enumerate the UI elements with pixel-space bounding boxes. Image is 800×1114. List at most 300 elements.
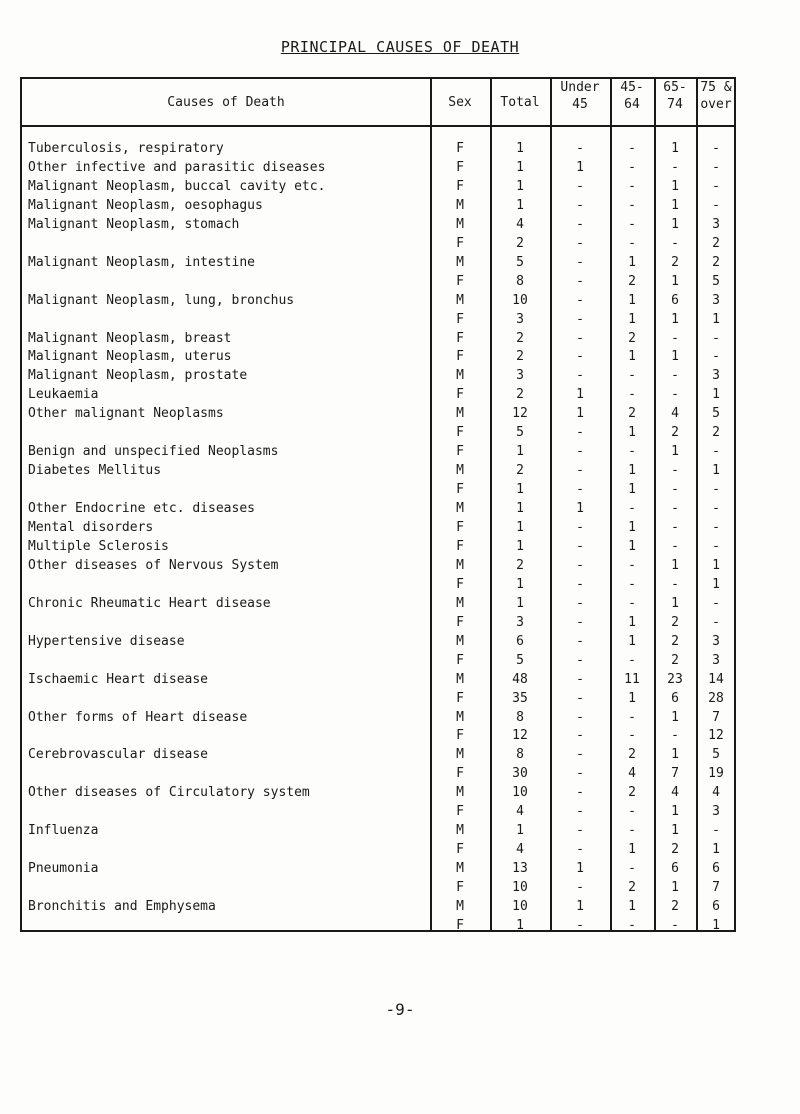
under45-cell: - [576, 425, 584, 441]
age-65-74-cell: 6 [671, 292, 679, 308]
age-65-74-cell: - [671, 463, 679, 479]
under45-cell: - [576, 520, 584, 535]
age-45-64-cell: - [628, 387, 636, 403]
age-45-64-cell: 1 [628, 292, 636, 308]
total-cell: 1 [516, 538, 524, 554]
under45-cell: - [576, 368, 584, 384]
age-75-over-cell: - [712, 614, 720, 630]
age-45-64-cell: 1 [628, 842, 636, 858]
cause-label: Malignant Neoplasm, prostate [28, 368, 248, 384]
sex-cell: M [456, 633, 464, 649]
table-row [22, 708, 734, 727]
age-45-64-cell: - [628, 178, 636, 194]
table-row [22, 859, 734, 878]
age-45-64-cell: - [628, 652, 636, 668]
cause-label: Malignant Neoplasm, breast [28, 330, 232, 346]
age-65-74-cell: 1 [671, 216, 679, 232]
age-65-74-cell: 1 [671, 747, 679, 763]
age-75-over-cell: - [712, 330, 720, 346]
total-cell: 2 [516, 463, 524, 479]
header-causes: Causes of Death [167, 95, 285, 110]
header-under45-line2: 45 [572, 97, 588, 112]
age-75-over-cell: 1 [712, 576, 720, 592]
age-75-over-cell: - [712, 595, 720, 611]
age-65-74-cell: 2 [671, 899, 679, 914]
age-65-74-cell: 1 [671, 273, 679, 289]
table-row [22, 518, 734, 537]
page-number: -9- [385, 1000, 415, 1019]
sex-cell: M [456, 595, 464, 611]
age-65-74-cell: 2 [671, 652, 679, 668]
sex-cell: F [456, 330, 464, 346]
age-45-64-cell: 1 [628, 633, 636, 649]
total-cell: 4 [516, 804, 524, 820]
table-row [22, 139, 734, 158]
age-65-74-cell: 2 [671, 614, 679, 630]
total-cell: 1 [516, 520, 524, 535]
total-cell: 5 [516, 254, 524, 270]
age-75-over-cell: - [712, 141, 720, 156]
total-cell: 2 [516, 349, 524, 365]
cause-label: Benign and unspecified Neoplasms [28, 444, 279, 460]
under45-cell: - [576, 576, 584, 592]
table-row [22, 575, 734, 594]
header-75-over [696, 79, 736, 113]
total-cell: 3 [516, 614, 524, 630]
age-45-64-cell: - [628, 804, 636, 820]
table-row [22, 310, 734, 329]
age-75-over-cell: 3 [712, 292, 720, 308]
sex-cell: F [456, 178, 464, 194]
header-65-74-line1: 65- [663, 80, 687, 95]
sex-cell: F [456, 880, 464, 895]
sex-cell: M [456, 823, 464, 839]
total-cell: 1 [516, 141, 524, 156]
sex-cell: F [456, 538, 464, 554]
age-45-64-cell: 2 [628, 273, 636, 289]
table-row [22, 916, 734, 935]
sex-cell: M [456, 501, 464, 517]
age-45-64-cell: - [628, 197, 636, 213]
total-cell: 1 [516, 823, 524, 839]
under45-cell: 1 [576, 899, 584, 914]
table-row [22, 802, 734, 821]
age-65-74-cell: 7 [671, 766, 679, 782]
age-75-over-cell: - [712, 178, 720, 194]
sex-cell: F [456, 235, 464, 251]
age-65-74-cell: 1 [671, 178, 679, 194]
sex-cell: M [456, 406, 464, 422]
sex-cell: M [456, 463, 464, 479]
total-cell: 2 [516, 330, 524, 346]
age-75-over-cell: 12 [708, 728, 724, 744]
table-row [22, 404, 734, 423]
sex-cell: F [456, 141, 464, 156]
age-65-74-cell: - [671, 330, 679, 346]
age-65-74-cell: 4 [671, 785, 679, 801]
sex-cell: F [456, 482, 464, 498]
age-75-over-cell: 3 [712, 633, 720, 649]
table-row [22, 158, 734, 177]
age-75-over-cell: 2 [712, 254, 720, 270]
header-sex: Sex [448, 95, 472, 110]
age-65-74-cell: 23 [667, 671, 683, 687]
under45-cell: 1 [576, 160, 584, 175]
table-row [22, 651, 734, 670]
cause-label: Other diseases of Circulatory system [28, 785, 310, 801]
age-65-74-cell: 2 [671, 254, 679, 270]
under45-cell: - [576, 273, 584, 289]
total-cell: 8 [516, 273, 524, 289]
total-cell: 1 [516, 197, 524, 213]
age-45-64-cell: - [628, 728, 636, 744]
sex-cell: M [456, 368, 464, 384]
table-row [22, 897, 734, 916]
under45-cell: 1 [576, 861, 584, 877]
cause-label: Tuberculosis, respiratory [28, 141, 224, 156]
age-45-64-cell: 1 [628, 463, 636, 479]
sex-cell: F [456, 520, 464, 535]
total-cell: 10 [512, 880, 528, 895]
sex-cell: F [456, 273, 464, 289]
table-row [22, 783, 734, 802]
cause-label: Chronic Rheumatic Heart disease [28, 595, 271, 611]
age-45-64-cell: 2 [628, 747, 636, 763]
header-45-64 [610, 79, 654, 113]
cause-label: Cerebrovascular disease [28, 747, 209, 763]
sex-cell: F [456, 614, 464, 630]
header-rule [22, 125, 734, 127]
cause-label: Multiple Sclerosis [28, 538, 169, 554]
sex-cell: F [456, 917, 464, 933]
total-cell: 6 [516, 633, 524, 649]
age-45-64-cell: 1 [628, 254, 636, 270]
age-75-over-cell: 4 [712, 785, 720, 801]
age-65-74-cell: - [671, 917, 679, 933]
sex-cell: F [456, 804, 464, 820]
under45-cell: 1 [576, 501, 584, 517]
sex-cell: M [456, 216, 464, 232]
age-65-74-cell: 1 [671, 823, 679, 839]
under45-cell: - [576, 444, 584, 460]
sex-cell: F [456, 766, 464, 782]
table-row [22, 291, 734, 310]
total-cell: 10 [512, 899, 528, 914]
age-75-over-cell: 3 [712, 216, 720, 232]
under45-cell: - [576, 804, 584, 820]
age-65-74-cell: 1 [671, 880, 679, 895]
age-65-74-cell: 1 [671, 557, 679, 573]
sex-cell: M [456, 671, 464, 687]
header-75-over-line1: 75 & [700, 80, 732, 95]
age-65-74-cell: 4 [671, 406, 679, 422]
age-65-74-cell: - [671, 235, 679, 251]
age-45-64-cell: - [628, 368, 636, 384]
under45-cell: - [576, 728, 584, 744]
total-cell: 35 [512, 690, 528, 706]
age-65-74-cell: - [671, 520, 679, 535]
cause-label: Other malignant Neoplasms [28, 406, 224, 422]
table-row [22, 234, 734, 253]
cause-label: Influenza [28, 823, 99, 839]
table-row [22, 461, 734, 480]
sex-cell: M [456, 254, 464, 270]
cause-label: Malignant Neoplasm, buccal cavity etc. [28, 178, 326, 194]
table-row [22, 366, 734, 385]
age-45-64-cell: 1 [628, 349, 636, 365]
age-65-74-cell: 1 [671, 595, 679, 611]
table-row [22, 215, 734, 234]
total-cell: 4 [516, 216, 524, 232]
age-65-74-cell: 1 [671, 311, 679, 327]
total-cell: 1 [516, 178, 524, 194]
age-45-64-cell: 1 [628, 538, 636, 554]
table-row [22, 689, 734, 708]
table-row [22, 196, 734, 215]
under45-cell: - [576, 178, 584, 194]
cause-label: Malignant Neoplasm, intestine [28, 254, 255, 270]
header-45-64-line1: 45- [620, 80, 644, 95]
page-title: PRINCIPAL CAUSES OF DEATH [280, 38, 520, 56]
age-75-over-cell: 1 [712, 557, 720, 573]
age-75-over-cell: 2 [712, 235, 720, 251]
total-cell: 2 [516, 235, 524, 251]
age-75-over-cell: 3 [712, 804, 720, 820]
under45-cell: - [576, 557, 584, 573]
under45-cell: - [576, 216, 584, 232]
cause-label: Malignant Neoplasm, uterus [28, 349, 232, 365]
table-row [22, 347, 734, 366]
age-45-64-cell: 1 [628, 614, 636, 630]
age-45-64-cell: 2 [628, 785, 636, 801]
under45-cell: - [576, 197, 584, 213]
total-cell: 3 [516, 311, 524, 327]
age-65-74-cell: 1 [671, 141, 679, 156]
age-45-64-cell: 1 [628, 899, 636, 914]
table-row [22, 632, 734, 651]
age-65-74-cell: 2 [671, 425, 679, 441]
age-75-over-cell: 5 [712, 273, 720, 289]
age-45-64-cell: - [628, 595, 636, 611]
age-65-74-cell: - [671, 576, 679, 592]
under45-cell: - [576, 349, 584, 365]
under45-cell: - [576, 330, 584, 346]
header-75-over-line2: over [700, 97, 732, 112]
age-45-64-cell: - [628, 444, 636, 460]
age-75-over-cell: 5 [712, 406, 720, 422]
age-65-74-cell: - [671, 728, 679, 744]
age-75-over-cell: 19 [708, 766, 724, 782]
under45-cell: - [576, 482, 584, 498]
total-cell: 13 [512, 861, 528, 877]
total-cell: 1 [516, 576, 524, 592]
age-75-over-cell: 2 [712, 425, 720, 441]
age-45-64-cell: 11 [624, 671, 640, 687]
age-65-74-cell: 2 [671, 633, 679, 649]
age-75-over-cell: 1 [712, 463, 720, 479]
total-cell: 8 [516, 747, 524, 763]
total-cell: 10 [512, 292, 528, 308]
cause-label: Leukaemia [28, 387, 99, 403]
age-75-over-cell: - [712, 823, 720, 839]
header-65-74 [654, 79, 696, 113]
total-cell: 1 [516, 482, 524, 498]
age-45-64-cell: - [628, 823, 636, 839]
under45-cell: - [576, 785, 584, 801]
under45-cell: - [576, 595, 584, 611]
age-75-over-cell: 1 [712, 917, 720, 933]
age-65-74-cell: 2 [671, 842, 679, 858]
age-65-74-cell: - [671, 160, 679, 175]
age-65-74-cell: - [671, 387, 679, 403]
total-cell: 1 [516, 501, 524, 517]
age-75-over-cell: 1 [712, 387, 720, 403]
table-row [22, 745, 734, 764]
age-75-over-cell: 1 [712, 311, 720, 327]
under45-cell: - [576, 917, 584, 933]
header-under45 [550, 79, 610, 113]
age-65-74-cell: 1 [671, 197, 679, 213]
total-cell: 12 [512, 728, 528, 744]
total-cell: 10 [512, 785, 528, 801]
under45-cell: - [576, 235, 584, 251]
age-45-64-cell: 1 [628, 425, 636, 441]
age-45-64-cell: - [628, 557, 636, 573]
sex-cell: M [456, 292, 464, 308]
under45-cell: - [576, 766, 584, 782]
age-75-over-cell: - [712, 160, 720, 175]
cause-label: Bronchitis and Emphysema [28, 899, 216, 914]
age-75-over-cell: - [712, 482, 720, 498]
header-65-74-line2: 74 [667, 97, 683, 112]
age-45-64-cell: - [628, 576, 636, 592]
sex-cell: M [456, 197, 464, 213]
age-75-over-cell: - [712, 349, 720, 365]
age-45-64-cell: 2 [628, 330, 636, 346]
cause-label: Other diseases of Nervous System [28, 557, 279, 573]
sex-cell: F [456, 160, 464, 175]
age-75-over-cell: 7 [712, 709, 720, 725]
under45-cell: - [576, 311, 584, 327]
age-75-over-cell: 5 [712, 747, 720, 763]
age-75-over-cell: - [712, 520, 720, 535]
age-45-64-cell: - [628, 861, 636, 877]
total-cell: 48 [512, 671, 528, 687]
age-45-64-cell: - [628, 216, 636, 232]
sex-cell: M [456, 557, 464, 573]
age-45-64-cell: - [628, 160, 636, 175]
under45-cell: - [576, 842, 584, 858]
sex-cell: F [456, 444, 464, 460]
under45-cell: - [576, 254, 584, 270]
age-45-64-cell: 1 [628, 690, 636, 706]
cause-label: Hypertensive disease [28, 633, 185, 649]
under45-cell: - [576, 823, 584, 839]
table-row [22, 764, 734, 783]
age-45-64-cell: 2 [628, 406, 636, 422]
under45-cell: - [576, 463, 584, 479]
table-row [22, 670, 734, 689]
total-cell: 1 [516, 917, 524, 933]
total-cell: 12 [512, 406, 528, 422]
total-cell: 5 [516, 425, 524, 441]
age-75-over-cell: 3 [712, 652, 720, 668]
age-45-64-cell: 1 [628, 482, 636, 498]
header-total: Total [500, 95, 540, 110]
age-75-over-cell: - [712, 501, 720, 517]
total-cell: 30 [512, 766, 528, 782]
total-cell: 5 [516, 652, 524, 668]
age-65-74-cell: 6 [671, 690, 679, 706]
table-row [22, 726, 734, 745]
age-75-over-cell: 3 [712, 368, 720, 384]
table-row [22, 253, 734, 272]
age-75-over-cell: - [712, 444, 720, 460]
total-cell: 4 [516, 842, 524, 858]
total-cell: 8 [516, 709, 524, 725]
age-75-over-cell: - [712, 538, 720, 554]
age-75-over-cell: 14 [708, 671, 724, 687]
total-cell: 1 [516, 444, 524, 460]
cause-label: Ischaemic Heart disease [28, 671, 209, 687]
under45-cell: - [576, 709, 584, 725]
sex-cell: M [456, 899, 464, 914]
under45-cell: 1 [576, 406, 584, 422]
table-row [22, 499, 734, 518]
table-row [22, 442, 734, 461]
age-45-64-cell: - [628, 917, 636, 933]
cause-label: Malignant Neoplasm, lung, bronchus [28, 292, 295, 308]
table-row [22, 537, 734, 556]
sex-cell: F [456, 842, 464, 858]
table-row [22, 556, 734, 575]
sex-cell: F [456, 728, 464, 744]
age-45-64-cell: 1 [628, 311, 636, 327]
table-row [22, 821, 734, 840]
table-row [22, 840, 734, 859]
under45-cell: - [576, 538, 584, 554]
age-75-over-cell: 1 [712, 842, 720, 858]
sex-cell: F [456, 576, 464, 592]
table-row [22, 480, 734, 499]
table-row [22, 878, 734, 897]
causes-of-death-table [20, 77, 736, 932]
age-45-64-cell: - [628, 709, 636, 725]
age-65-74-cell: 1 [671, 709, 679, 725]
age-45-64-cell: 1 [628, 520, 636, 535]
table-row [22, 423, 734, 442]
sex-cell: M [456, 861, 464, 877]
age-45-64-cell: 4 [628, 766, 636, 782]
under45-cell: 1 [576, 387, 584, 403]
age-65-74-cell: 1 [671, 349, 679, 365]
age-65-74-cell: 1 [671, 444, 679, 460]
sex-cell: M [456, 785, 464, 801]
age-75-over-cell: 6 [712, 861, 720, 877]
sex-cell: F [456, 311, 464, 327]
age-65-74-cell: - [671, 368, 679, 384]
sex-cell: F [456, 349, 464, 365]
cause-label: Malignant Neoplasm, oesophagus [28, 197, 263, 213]
cause-label: Other infective and parasitic diseases [28, 160, 326, 175]
under45-cell: - [576, 633, 584, 649]
sex-cell: F [456, 425, 464, 441]
cause-label: Other forms of Heart disease [28, 709, 248, 725]
sex-cell: F [456, 690, 464, 706]
age-65-74-cell: - [671, 538, 679, 554]
table-row [22, 385, 734, 404]
table-row [22, 272, 734, 291]
